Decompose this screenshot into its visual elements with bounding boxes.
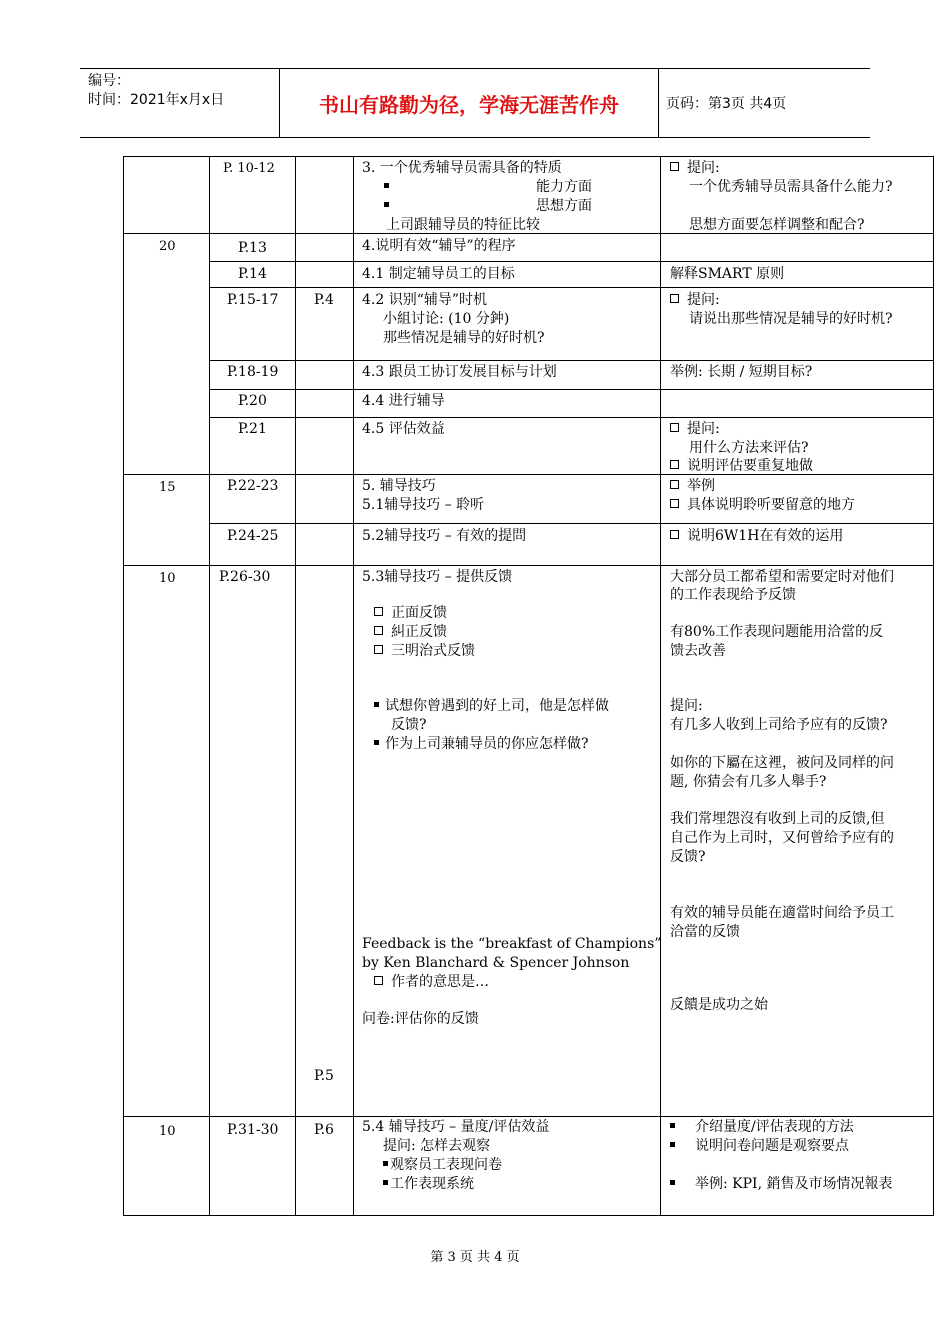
notes-line: 自己作为上司时，又何曾给予应有的 [670, 830, 894, 846]
content-line: Feedback is the “breakfast of Champions” [362, 936, 662, 952]
page-cell: P.26-30 [219, 569, 271, 585]
content-line: 反馈? [391, 717, 427, 733]
notes-line: 举例: 长期 / 短期目标? [670, 364, 813, 380]
notes-line: 的工作表现给予反馈 [670, 587, 796, 603]
page-cell: P.13 [238, 240, 267, 256]
content-line: 作者的意思是… [374, 973, 489, 992]
page-cell: P.15-17 [227, 292, 279, 308]
serial-label: 编号： [88, 73, 130, 89]
notes-line: 大部分员工都希望和需要定时对他们 [670, 569, 894, 585]
notes-line: 有几多人收到上司给予应有的反馈? [670, 717, 888, 733]
checkbox-bullet-icon [374, 626, 383, 635]
square-bullet-icon [383, 1161, 388, 1166]
page-cell: P.14 [238, 266, 267, 282]
page-header [80, 68, 870, 138]
notes-line: 有效的辅导员能在適當时间给予员工 [670, 905, 894, 921]
content-line: 上司跟辅导员的特征比较 [386, 217, 540, 233]
content-line: 5.4 辅导技巧 – 量度/评估效益 [362, 1119, 550, 1135]
content-line: 思想方面 [536, 198, 592, 214]
notes-line: 说明问卷问题是观察要点 [670, 1137, 849, 1156]
notes-line: 如你的下屬在这裡，被问及同样的问 [670, 755, 894, 771]
notes-line: 提问: [670, 420, 720, 439]
notes-line: 提问: [670, 698, 703, 714]
square-bullet-icon [374, 702, 379, 707]
content-line: 那些情况是辅导的好时机? [383, 330, 545, 346]
content-line: 4.2 识别“辅导”时机 [362, 292, 488, 308]
page-cell: P.31-30 [227, 1122, 279, 1138]
content-line: 4.说明有效“辅导”的程序 [362, 238, 516, 254]
notes-line: 提问: [670, 291, 720, 310]
checkbox-bullet-icon [374, 645, 383, 654]
date-label: 时间：2021年x月x日 [88, 92, 225, 108]
page-cell: P.21 [238, 421, 267, 437]
notes-line: 解释SMART 原则 [670, 266, 785, 282]
header-meta [80, 69, 280, 137]
ref-cell: P.6 [314, 1122, 334, 1138]
notes-line: 举例: KPI, 銷售及市场情况報表 [670, 1175, 892, 1194]
page-footer: 第 3 页 共 4 页 [430, 1250, 520, 1265]
square-bullet-icon [384, 202, 389, 207]
checkbox-bullet-icon [670, 294, 679, 303]
notes-line: 反馈? [670, 849, 706, 865]
time-cell: 10 [159, 571, 176, 586]
notes-line: 我们常埋怨沒有收到上司的反馈,但 [670, 811, 885, 827]
page-cell: P.24-25 [227, 528, 279, 544]
checkbox-bullet-icon [670, 162, 679, 171]
square-bullet-icon [670, 1142, 675, 1147]
notes-line: 具体说明聆听要留意的地方 [670, 496, 855, 515]
content-bullet [384, 197, 395, 216]
checkbox-bullet-icon [670, 480, 679, 489]
content-line: 4.4 进行辅导 [362, 393, 445, 409]
content-line: 小組讨论: (10 分鈡) [383, 311, 510, 327]
checkbox-bullet-icon [374, 607, 383, 616]
content-line: 5.2辅导技巧 – 有效的提問 [362, 528, 527, 544]
checkbox-bullet-icon [670, 423, 679, 432]
ref-cell: P.4 [314, 292, 334, 308]
notes-line: 举例 [670, 477, 715, 496]
content-line: 试想你曾遇到的好上司，他是怎样做 [374, 697, 609, 716]
checkbox-bullet-icon [670, 530, 679, 539]
notes-line: 提问: [670, 159, 720, 178]
notes-line: 介绍量度/评估表现的方法 [670, 1118, 854, 1137]
notes-line: 一个优秀辅导员需具备什么能力? [689, 179, 893, 195]
notes-line: 洽當的反馈 [670, 924, 740, 940]
content-line: 5.1辅导技巧 – 聆听 [362, 497, 485, 513]
notes-line: 反饋是成功之始 [670, 997, 768, 1013]
content-line: 糾正反馈 [374, 623, 447, 642]
content-line: 提问: 怎样去观察 [383, 1138, 491, 1154]
square-bullet-icon [384, 183, 389, 188]
notes-line: 思想方面要怎样调整和配合? [689, 217, 865, 233]
checkbox-bullet-icon [670, 499, 679, 508]
content-line: by Ken Blanchard & Spencer Johnson [362, 955, 630, 971]
notes-line: 请说出那些情况是辅导的好时机? [689, 311, 893, 327]
page-label: 页码：第3页 共4页 [666, 96, 787, 112]
time-cell: 15 [159, 480, 176, 495]
content-line: 三明治式反馈 [374, 642, 475, 661]
content-line: 5.3辅导技巧 – 提供反馈 [362, 569, 513, 585]
content-bullet [384, 178, 395, 197]
square-bullet-icon [670, 1123, 675, 1128]
motto: 书山有路勤为径，学海无涯苦作舟 [280, 69, 659, 137]
content-line: 能力方面 [536, 179, 592, 195]
square-bullet-icon [383, 1180, 388, 1185]
content-line: 正面反馈 [374, 604, 447, 623]
notes-line: 有80%工作表现问题能用洽當的反 [670, 624, 884, 640]
content-line: 3. 一个优秀辅导员需具备的特质 [362, 160, 562, 176]
content-line: 5. 辅导技巧 [362, 478, 436, 494]
content-line: 问卷:评估你的反馈 [362, 1011, 479, 1027]
time-cell: 10 [159, 1124, 176, 1139]
checkbox-bullet-icon [670, 460, 679, 469]
notes-line: 用什么方法来评估? [689, 440, 809, 456]
page-cell: P.20 [238, 393, 267, 409]
notes-line: 说明评估要重复地做 [670, 457, 813, 476]
content-line: 4.5 评估效益 [362, 421, 445, 437]
square-bullet-icon [374, 740, 379, 745]
notes-line: 题, 你猜会有几多人舉手? [670, 774, 827, 790]
time-cell: 20 [159, 239, 176, 254]
notes-line: 说明6W1H在有效的运用 [670, 527, 843, 546]
page-cell: P. 10-12 [223, 161, 275, 176]
content-line: 作为上司兼辅导员的你应怎样做? [374, 735, 589, 754]
content-line: 观察员工表现问卷 [383, 1156, 502, 1175]
page-cell: P.18-19 [227, 364, 279, 380]
content-line: 4.3 跟员工协订发展目标与计划 [362, 364, 557, 380]
content-line: 工作表现系统 [383, 1175, 474, 1194]
checkbox-bullet-icon [374, 976, 383, 985]
content-line: 4.1 制定辅导员工的目标 [362, 266, 515, 282]
notes-line: 馈去改善 [670, 643, 726, 659]
square-bullet-icon [670, 1180, 675, 1185]
lesson-table [123, 156, 934, 1216]
page-cell: P.22-23 [227, 478, 279, 494]
ref-cell: P.5 [314, 1068, 334, 1084]
